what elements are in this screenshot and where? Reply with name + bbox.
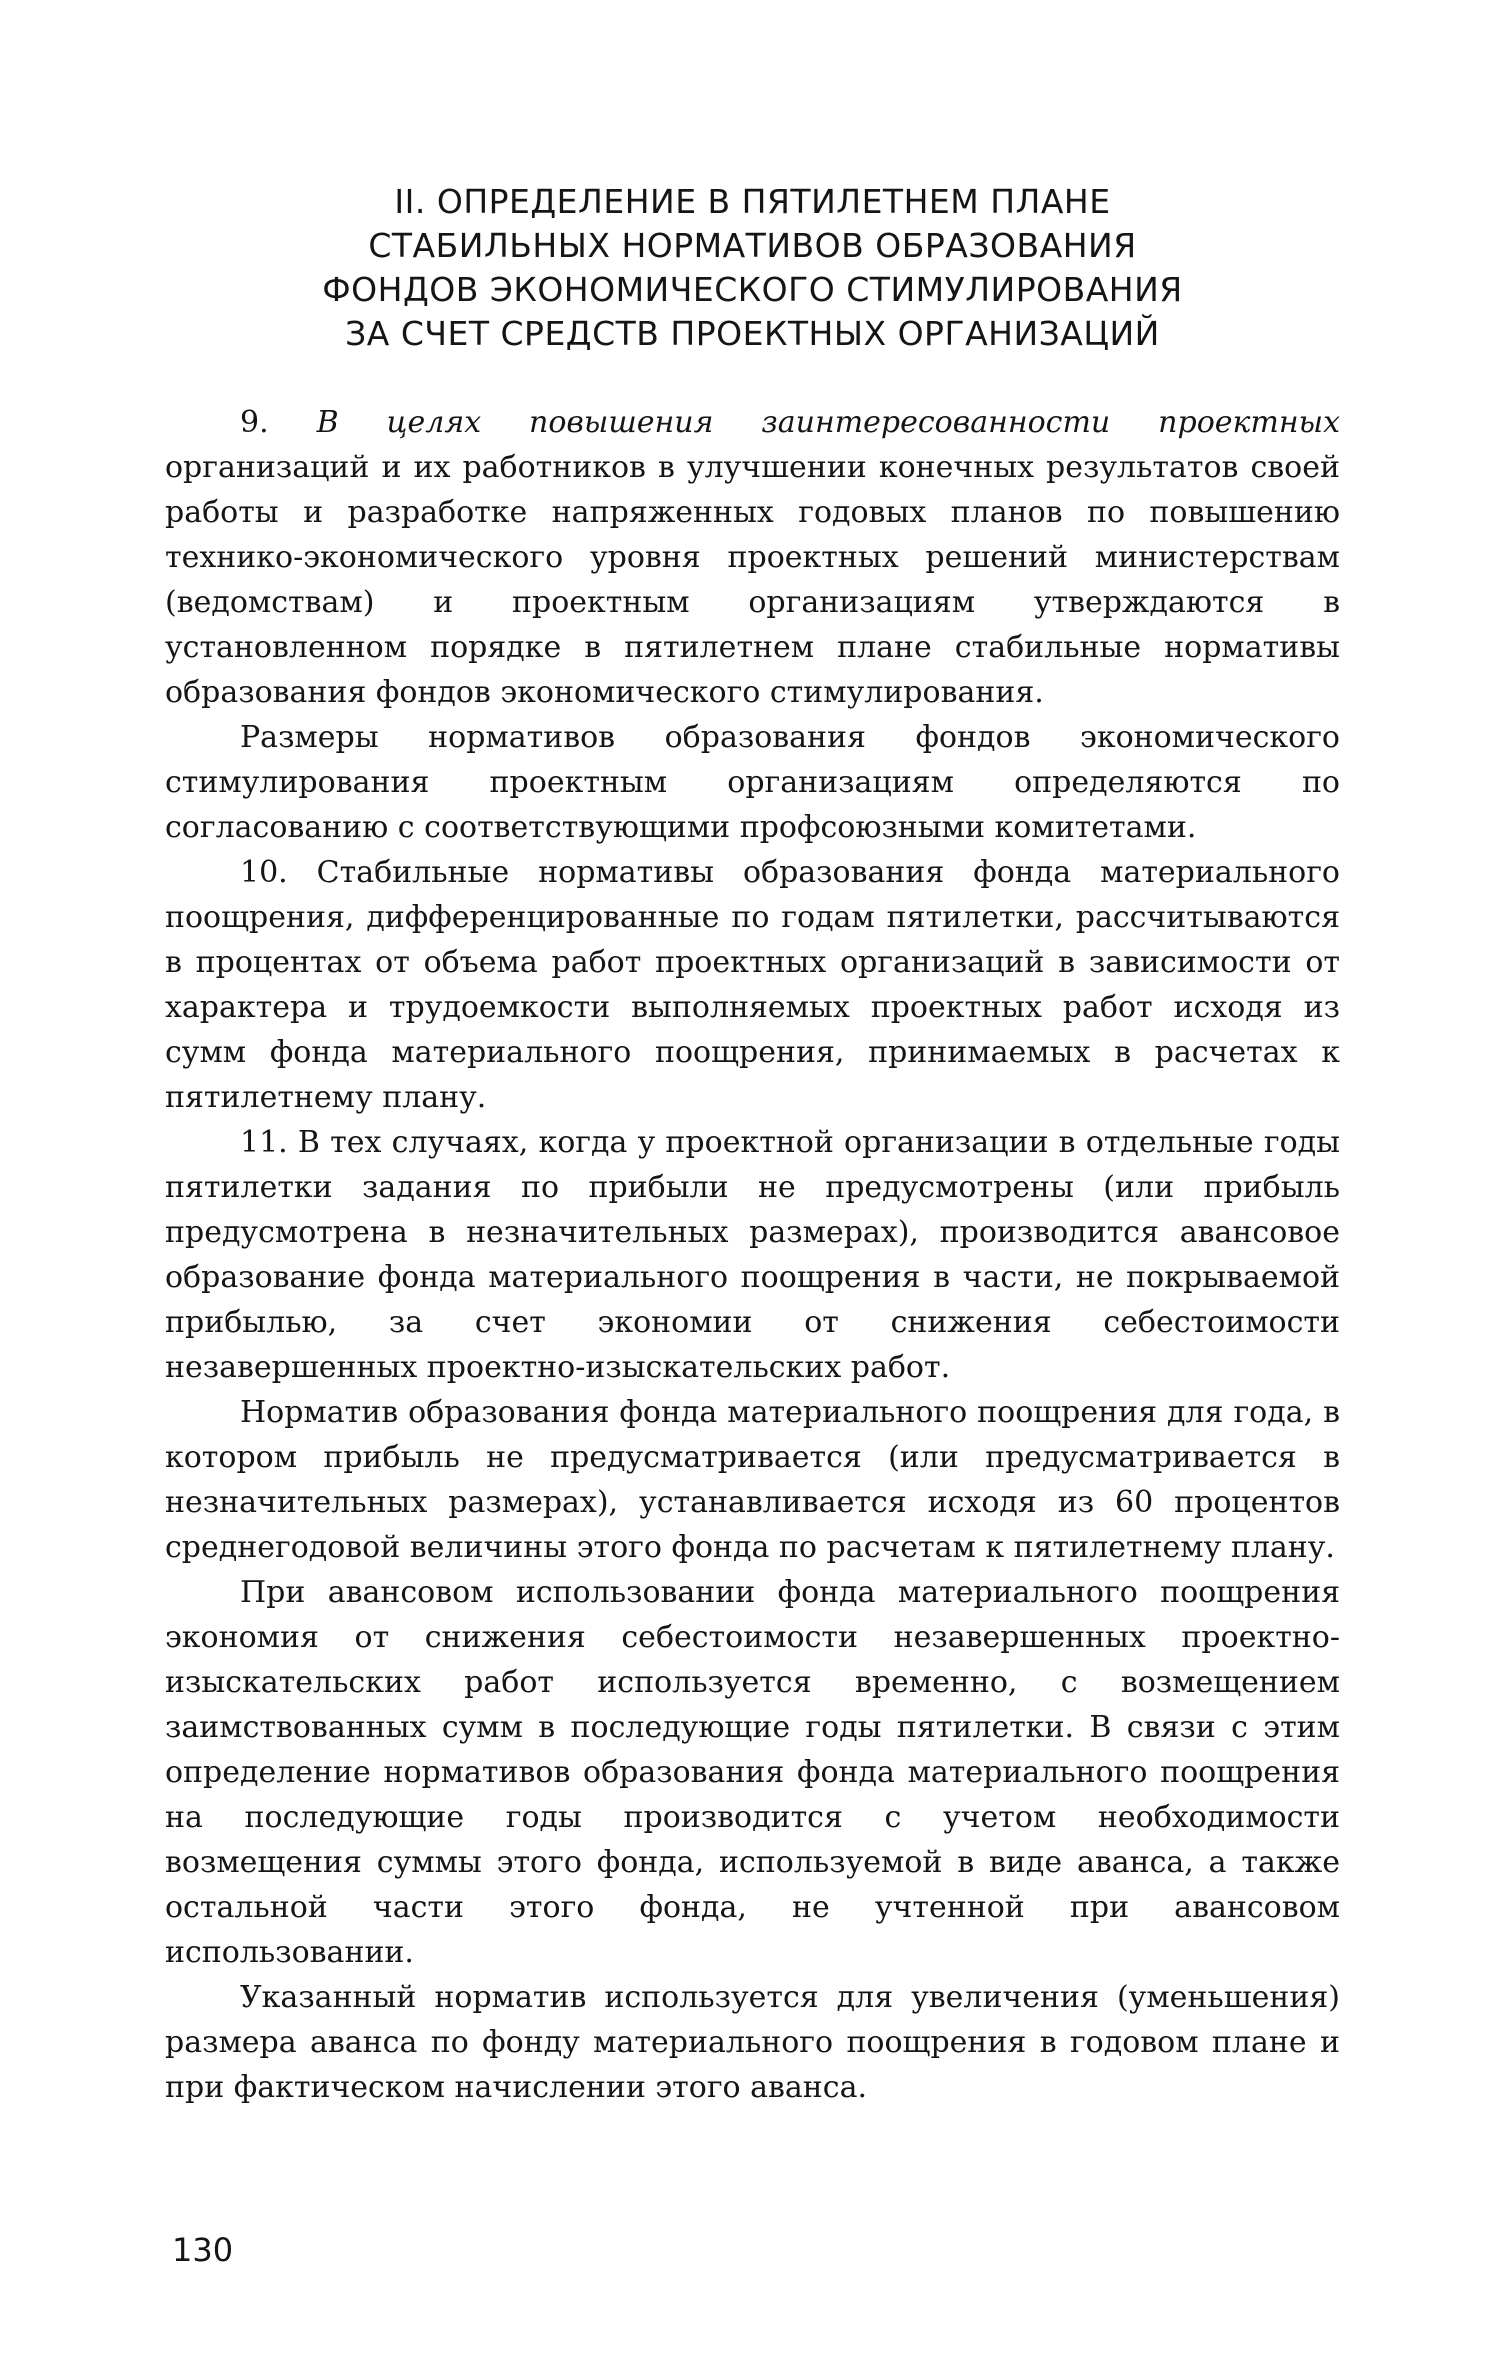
- heading-line: ЗА СЧЕТ СРЕДСТВ ПРОЕКТНЫХ ОРГАНИЗАЦИЙ: [345, 314, 1160, 353]
- paragraph-text: организаций и их работников в улучшении конечных результатов своей работы и разработке напряженных годовых планов по повышению технико-экономического уровня проектных решений министерствам (ведомствам) и проектным организациям утверждаются в установленном порядке в пятилетнем плане стабильные нормативы образования фондов экономического стимулирования.: [165, 450, 1340, 710]
- heading-line: II. ОПРЕДЕЛЕНИЕ В ПЯТИЛЕТНЕМ ПЛАНЕ: [394, 182, 1111, 221]
- paragraph-9b: Размеры нормативов образования фондов экономического стимулирования проектным организациям определяются по согласованию с соответствующими профсоюзными комитетами.: [165, 720, 1340, 845]
- section-heading: [165, 180, 1340, 356]
- paragraph-11: 11. В тех случаях, когда у проектной организации в отдельные годы пятилетки задания по прибыли не предусмотрены (или прибыль предусмотрена в незначительных размерах), производится авансовое образование фонда материального поощрения в части, не покрываемой прибылью, за счет экономии от снижения себестоимости незавершенных проектно-изыскательских работ.: [165, 1125, 1340, 1385]
- paragraph-9: [165, 400, 1340, 715]
- paragraph-11b: Норматив образования фонда материального поощрения для года, в котором прибыль не предусматривается (или предусматривается в незначительных размерах), устанавливается исходя из 60 процентов среднегодовой величины этого фонда по расчетам к пятилетнему плану.: [165, 1395, 1340, 1565]
- page-number: 130: [172, 2231, 234, 2269]
- paragraph-11d: Указанный норматив используется для увеличения (уменьшения) размера аванса по фонду материального поощрения в годовом плане и при фактическом начислении этого аванса.: [165, 1980, 1340, 2105]
- heading-line: ФОНДОВ ЭКОНОМИЧЕСКОГО СТИМУЛИРОВАНИЯ: [322, 270, 1183, 309]
- paragraph-number: 9.: [240, 405, 269, 440]
- paragraph-lead-italic: В целях повышения заинтересованности проектных: [316, 405, 1340, 440]
- paragraph-11c: При авансовом использовании фонда материального поощрения экономия от снижения себестоимости незавершенных проектно-изыскательских работ используется временно, с возмещением заимствованных сумм в последующие годы пятилетки. В связи с этим определение нормативов образования фонда материального поощрения на последующие годы производится с учетом необходимости возмещения суммы этого фонда, используемой в виде аванса, а также остальной части этого фонда, не учтенной при авансовом использовании.: [165, 1575, 1340, 1970]
- paragraph-10: 10. Стабильные нормативы образования фонда материального поощрения, дифференцированные по годам пятилетки, рассчитываются в процентах от объема работ проектных организаций в зависимости от характера и трудоемкости выполняемых проектных работ исходя из сумм фонда материального поощрения, принимаемых в расчетах к пятилетнему плану.: [165, 855, 1340, 1115]
- document-page: [165, 180, 1340, 2110]
- heading-line: СТАБИЛЬНЫХ НОРМАТИВОВ ОБРАЗОВАНИЯ: [368, 226, 1137, 265]
